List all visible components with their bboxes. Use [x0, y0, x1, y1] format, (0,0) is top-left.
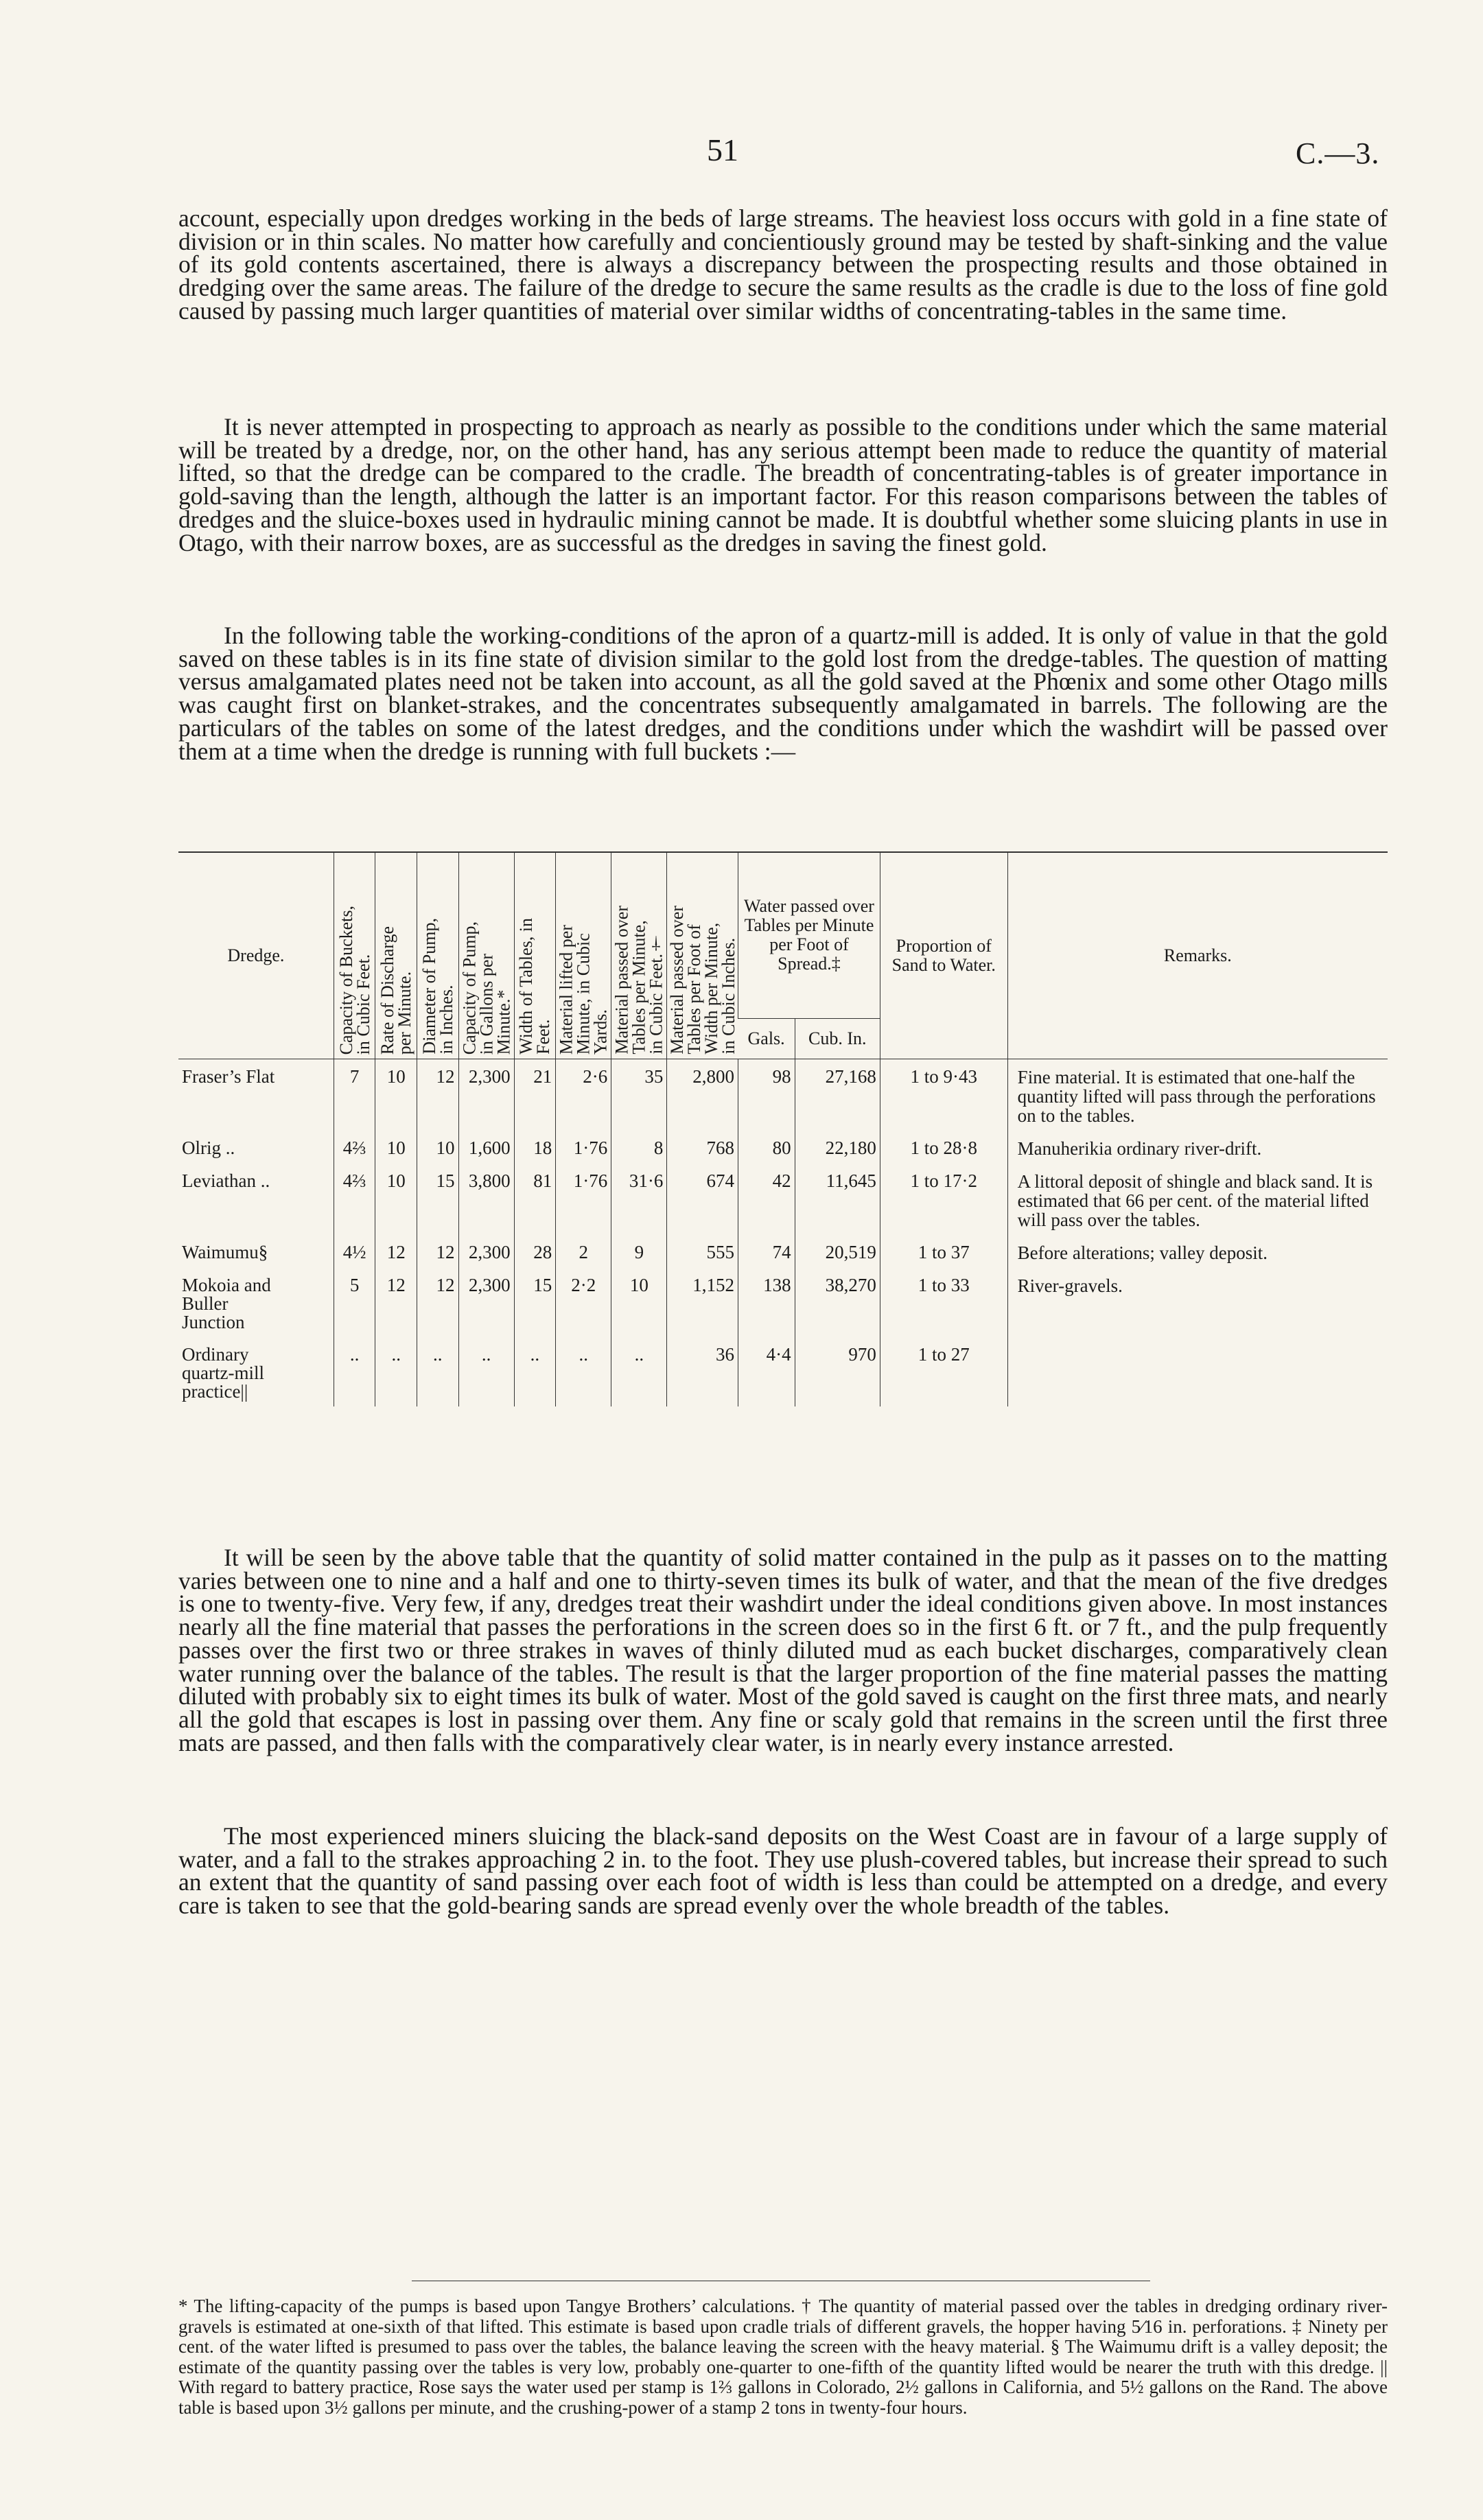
cell-lifted: 2·2 — [556, 1268, 611, 1337]
paragraph-1: account, especially upon dredges working in the beds of large streams. The heaviest loss occurs with gold in a fine state of division or in thin scales. No matter how carefully and concientiously ground may be tested by shaft-sinking and the value of its gold contents ascertained, there is always a discrepancy between the prospecting results and those obtained in dredging over the same areas. The failure of the dredge to secure the same results as the cradle is due to the loss of fine gold caused by passing much larger quantities of material over similar widths of concentrating-tables in the same time. — [178, 204, 1388, 325]
col-header-material-lifted: Material lifted per Minute, in Cubic Yards. — [556, 853, 611, 1059]
cell-remarks: Manuherikia ordinary river-drift. — [1007, 1131, 1388, 1164]
cell-width: 18 — [514, 1131, 556, 1164]
table-row — [178, 1235, 1388, 1268]
cell-cub-in: 20,519 — [795, 1235, 880, 1268]
col-header-passed-feet: Material passed over Tables per Minute, in Cubic Feet.† — [611, 853, 667, 1059]
cell-pump: 2,300 — [458, 1268, 514, 1337]
cell-capacity: 5 — [334, 1268, 375, 1337]
cell-passed-ft: 10 — [611, 1268, 667, 1337]
cell-capacity: 4⅔ — [334, 1131, 375, 1164]
cell-proportion: 1 to 33 — [880, 1268, 1007, 1337]
cell-lifted: 1·76 — [556, 1131, 611, 1164]
col-header-width: Width of Tables, in Feet. — [514, 853, 556, 1059]
cell-passed-ft: 8 — [611, 1131, 667, 1164]
col-header-rate: Rate of Discharge per Minute. — [375, 853, 417, 1059]
cell-passed-ft: 9 — [611, 1235, 667, 1268]
cell-remarks: A littoral deposit of shingle and black sand. It is estimated that 66 per cent. of the material lifted will pass over the tables. — [1007, 1164, 1388, 1235]
page-number: 51 — [707, 132, 738, 167]
col-header-capacity: Capacity of Buckets, in Cubic Feet. — [334, 853, 375, 1059]
cell-width: 28 — [514, 1235, 556, 1268]
table-row — [178, 1131, 1388, 1164]
cell-gals: 4·4 — [738, 1337, 795, 1406]
col-header-gals: Gals. — [738, 1018, 795, 1059]
cell-passed-in: 768 — [667, 1131, 738, 1164]
cell-gals: 80 — [738, 1131, 795, 1164]
dredge-name: Waimumu§ — [182, 1242, 268, 1262]
table-row — [178, 1164, 1388, 1235]
cell-lifted: 2 — [556, 1235, 611, 1268]
dredge-name: Mokoia and Buller Junction — [182, 1275, 271, 1332]
cell-width: 15 — [514, 1268, 556, 1337]
col-header-passed-inches: Material passed over Tables per Foot of Width per Minute, in Cubic Inches. — [667, 853, 738, 1059]
cell-diameter: 10 — [417, 1131, 458, 1164]
col-header-dredge: Dredge. — [178, 853, 334, 1059]
dredge-name: Ordinary quartz-mill practice|| — [182, 1344, 264, 1402]
cell-passed-in: 2,800 — [667, 1059, 738, 1131]
document-reference: C.—3. — [1296, 137, 1380, 170]
cell-remarks: Fine material. It is estimated that one-half the quantity lifted will pass through the perforations on to the tables. — [1007, 1059, 1388, 1131]
cell-lifted: 1·76 — [556, 1164, 611, 1235]
cell-proportion: 1 to 17·2 — [880, 1164, 1007, 1235]
paragraph-3: In the following table the working-conditions of the apron of a quartz-mill is added. It is only of value in that the gold saved on these tables is in its fine state of division similar to the gold lost from the dredge-tables. The question of matting versus amalgamated plates need not be taken into account, as all the gold saved at the Phœnix and some other Otago mills was caught first on blanket-strakes, and the concentrates subsequently amalgamated in barrels. The following are the particulars of the tables on some of the latest dredges, and the conditions under which the washdirt will be passed over them at a time when the dredge is running with full buckets :— — [178, 622, 1388, 765]
cell-pump: 2,300 — [458, 1235, 514, 1268]
cell-gals: 74 — [738, 1235, 795, 1268]
cell-cub-in: 27,168 — [795, 1059, 880, 1131]
cell-capacity: 4⅔ — [334, 1164, 375, 1235]
cell-diameter: 12 — [417, 1235, 458, 1268]
cell-gals: 42 — [738, 1164, 795, 1235]
paragraph-4: It will be seen by the above table that the quantity of solid matter contained in the pulp as it passes on to the matting varies between one to nine and a half and one to thirty-seven times its bulk of water, and that the mean of the five dredges is one to twenty-five. Very few, if any, dredges treat their washdirt under the ideal conditions given above. In most instances nearly all the fine material that passes the perforations in the screen does so in the first 6 ft. or 7 ft., and the pulp frequently passes over the first two or three strakes in waves of thinly diluted mud as each bucket discharges, comparatively clean water running over the balance of the tables. The result is that the larger proportion of the fine material passes the matting diluted with probably six to eight times its bulk of water. Most of the gold saved is caught on the first three mats, and nearly all the gold that escapes is lost in passing over them. Any fine or scaly gold that remains in the screen until the first three mats are passed, and then falls with the comparatively clear water, is in nearly every instance arrested. — [178, 1544, 1388, 1756]
cell-passed-ft: 35 — [611, 1059, 667, 1131]
cell-proportion: 1 to 9·43 — [880, 1059, 1007, 1131]
cell-rate: 12 — [375, 1268, 417, 1337]
cell-cub-in: 38,270 — [795, 1268, 880, 1337]
cell-gals: 138 — [738, 1268, 795, 1337]
cell-width: .. — [514, 1337, 556, 1406]
cell-diameter: 12 — [417, 1268, 458, 1337]
table-row — [178, 1337, 1388, 1406]
cell-proportion: 1 to 37 — [880, 1235, 1007, 1268]
footnotes: * The lifting-capacity of the pumps is based upon Tangye Brothers’ calculations. † The quantity of material passed over the tables in dredging ordinary river-gravels is estimated at one-sixth of that lifted. This estimate is based upon cradle trials of different gravels, the hopper having 5⁄16 in. perforations. ‡ Ninety per cent. of the water lifted is presumed to pass over the tables, the balance leaving the screen with the heavy material. § The Waimumu drift is a valley deposit; the estimate of the quantity passing over the tables is very low, probably one-quarter to one-fifth of the quantity lifted would be nearer the truth with this dredge. || With regard to battery practice, Rose says the water used per stamp is 1⅔ gallons in Colorado, 2½ gallons in California, and 5½ gallons on the Rand. The above table is based upon 3½ gallons per minute, and the crushing-power of a stamp 2 tons in twenty-four hours. — [178, 2296, 1388, 2418]
dredge-table — [178, 853, 1388, 1406]
col-header-water: Water passed over Tables per Minute per Foot of Spread.‡ — [738, 853, 880, 1018]
cell-pump: 3,800 — [458, 1164, 514, 1235]
cell-capacity: 7 — [334, 1059, 375, 1131]
cell-pump: 1,600 — [458, 1131, 514, 1164]
cell-passed-in: 1,152 — [667, 1268, 738, 1337]
col-header-pump-capacity: Capacity of Pump, in Gallons per Minute.* — [458, 853, 514, 1059]
cell-width: 21 — [514, 1059, 556, 1131]
dredge-name: Fraser’s Flat — [182, 1066, 275, 1087]
dredge-name: Olrig .. — [182, 1138, 235, 1158]
col-header-proportion: Proportion of Sand to Water. — [880, 853, 1007, 1059]
col-header-diameter: Diameter of Pump, in Inches. — [417, 853, 458, 1059]
cell-remarks — [1007, 1337, 1388, 1406]
cell-width: 81 — [514, 1164, 556, 1235]
cell-passed-ft: .. — [611, 1337, 667, 1406]
cell-cub-in: 11,645 — [795, 1164, 880, 1235]
cell-cub-in: 22,180 — [795, 1131, 880, 1164]
cell-capacity: 4½ — [334, 1235, 375, 1268]
col-header-remarks: Remarks. — [1007, 853, 1388, 1059]
table-row — [178, 1268, 1388, 1337]
cell-proportion: 1 to 28·8 — [880, 1131, 1007, 1164]
cell-proportion: 1 to 27 — [880, 1337, 1007, 1406]
cell-passed-in: 674 — [667, 1164, 738, 1235]
dredge-name: Leviathan .. — [182, 1170, 270, 1191]
cell-cub-in: 970 — [795, 1337, 880, 1406]
cell-passed-in: 36 — [667, 1337, 738, 1406]
paragraph-2: It is never attempted in prospecting to approach as nearly as possible to the conditions under which the same material will be treated by a dredge, nor, on the other hand, has any serious attempt been made to reduce the quantity of material lifted, so that the dredge can be compared to the cradle. The breadth of concentrating-tables is of greater importance in gold-saving than the length, although the latter is an important factor. For this reason comparisons between the tables of dredges and the sluice-boxes used in hydraulic mining cannot be made. It is doubtful whether some sluicing plants in use in Otago, with their narrow boxes, are as successful as the dredges in saving the finest gold. — [178, 413, 1388, 556]
cell-rate: .. — [375, 1337, 417, 1406]
cell-diameter: 15 — [417, 1164, 458, 1235]
col-header-cub-in: Cub. In. — [795, 1018, 880, 1059]
cell-passed-ft: 31·6 — [611, 1164, 667, 1235]
cell-remarks: Before alterations; valley deposit. — [1007, 1235, 1388, 1268]
cell-pump: .. — [458, 1337, 514, 1406]
cell-diameter: 12 — [417, 1059, 458, 1131]
cell-remarks: River-gravels. — [1007, 1268, 1388, 1337]
cell-passed-in: 555 — [667, 1235, 738, 1268]
cell-rate: 12 — [375, 1235, 417, 1268]
cell-rate: 10 — [375, 1131, 417, 1164]
cell-capacity: .. — [334, 1337, 375, 1406]
cell-pump: 2,300 — [458, 1059, 514, 1131]
cell-lifted: 2·6 — [556, 1059, 611, 1131]
cell-gals: 98 — [738, 1059, 795, 1131]
table-row — [178, 1059, 1388, 1131]
cell-rate: 10 — [375, 1059, 417, 1131]
cell-rate: 10 — [375, 1164, 417, 1235]
cell-diameter: .. — [417, 1337, 458, 1406]
paragraph-5: The most experienced miners sluicing the black-sand deposits on the West Coast are in favour of a large supply of water, and a fall to the strakes approaching 2 in. to the foot. They use plush-covered tables, but increase their spread to such an extent that the quantity of sand passing over each foot of width is less than could be attempted on a dredge, and every care is taken to see that the gold-bearing sands are spread evenly over the whole breadth of the tables. — [178, 1822, 1388, 1920]
cell-lifted: .. — [556, 1337, 611, 1406]
